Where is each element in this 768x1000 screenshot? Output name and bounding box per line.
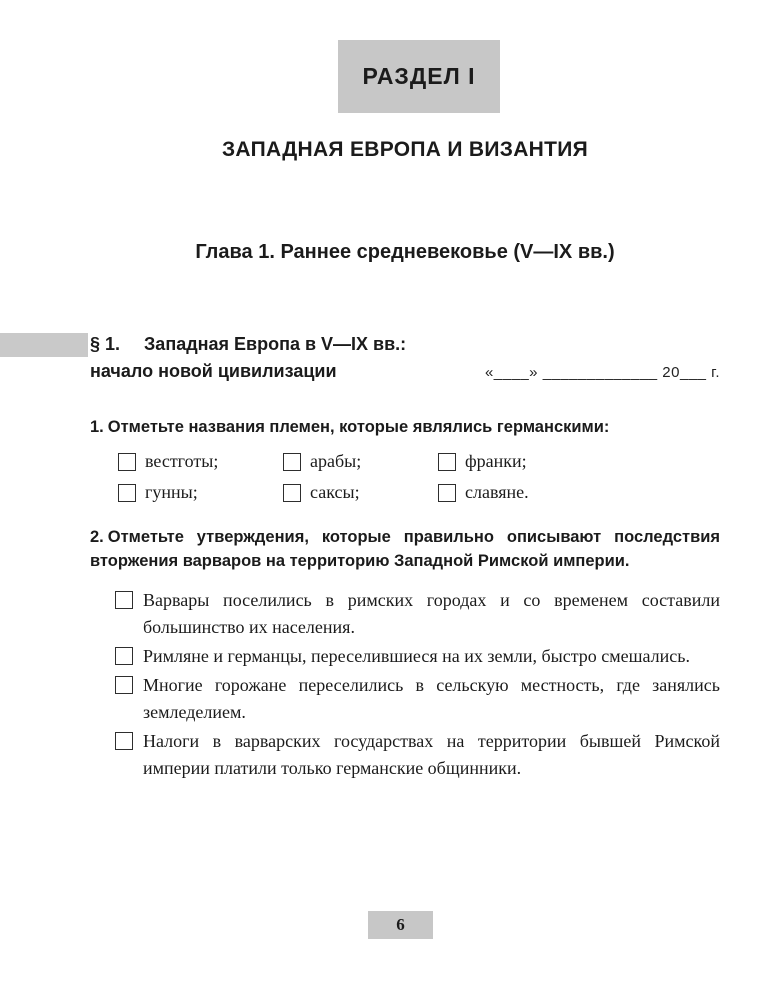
chapter-title: Глава 1. Раннее средневековье (V—IX вв.)	[195, 241, 615, 263]
checkbox[interactable]	[115, 676, 133, 694]
task1-statement	[90, 415, 720, 439]
paragraph-marker-strip	[0, 333, 88, 357]
task1-option	[118, 451, 283, 472]
task1-options	[118, 451, 720, 503]
statement-text: Налоги в варварских государствах на территории бывшей Римской империи платили только германские общинники.	[143, 731, 720, 778]
task1-option	[438, 482, 720, 503]
option-label: гунны;	[145, 482, 198, 502]
checkbox[interactable]	[118, 484, 136, 502]
task-2	[90, 525, 720, 784]
checkbox[interactable]	[438, 453, 456, 471]
task1-option	[438, 451, 720, 472]
paragraph-title-line2: начало новой цивилизации	[90, 361, 337, 381]
task-1	[90, 415, 720, 503]
statement-text: Варвары поселились в римских городах и со временем составили большинство их населения.	[143, 590, 720, 637]
checkbox[interactable]	[115, 732, 133, 750]
statement-text: Римляне и германцы, переселившиеся на их земли, быстро смешались.	[143, 646, 690, 666]
checkbox[interactable]	[118, 453, 136, 471]
section-header-box	[338, 40, 500, 113]
page-number: 6	[396, 915, 405, 934]
statement-row	[90, 672, 720, 726]
option-label: арабы;	[310, 451, 362, 471]
part-title: ЗАПАДНАЯ ЕВРОПА И ВИЗАНТИЯ	[221, 138, 589, 161]
statement-text: Многие горожане переселились в сельскую местность, где занялись земледелием.	[143, 675, 720, 722]
statement-row	[90, 728, 720, 782]
page-number-box	[368, 911, 433, 939]
statement-row	[90, 587, 720, 641]
option-label: франки;	[465, 451, 527, 471]
task1-number: 1.	[90, 418, 104, 436]
task1-option	[283, 482, 438, 503]
paragraph-title-row	[90, 331, 720, 358]
statement-row	[90, 643, 720, 670]
paragraph-subtitle-row	[90, 358, 720, 386]
task1-text: Отметьте названия племен, которые являлись германскими:	[107, 418, 610, 436]
task2-number: 2.	[90, 528, 104, 546]
task1-option	[118, 482, 283, 503]
checkbox[interactable]	[438, 484, 456, 502]
paragraph-title-line1: Западная Европа в V—IX вв.:	[144, 334, 407, 354]
checkbox[interactable]	[115, 591, 133, 609]
section-label: РАЗДЕЛ I	[362, 63, 476, 89]
task2-text: Отметьте утверждения, которые правильно описывают последствия вторжения варваров на территорию Западной Римской империи.	[90, 528, 720, 570]
option-label: славяне.	[465, 482, 529, 502]
task2-statements	[90, 587, 720, 782]
date-fill-in: «____» _____________ 20___ г.	[484, 364, 720, 381]
checkbox[interactable]	[115, 647, 133, 665]
paragraph-number: § 1.	[90, 334, 121, 354]
checkbox[interactable]	[283, 453, 301, 471]
task2-statement	[90, 525, 720, 573]
option-label: вестготы;	[145, 451, 219, 471]
checkbox[interactable]	[283, 484, 301, 502]
task1-option	[283, 451, 438, 472]
option-label: саксы;	[310, 482, 360, 502]
paragraph-header	[90, 331, 720, 386]
